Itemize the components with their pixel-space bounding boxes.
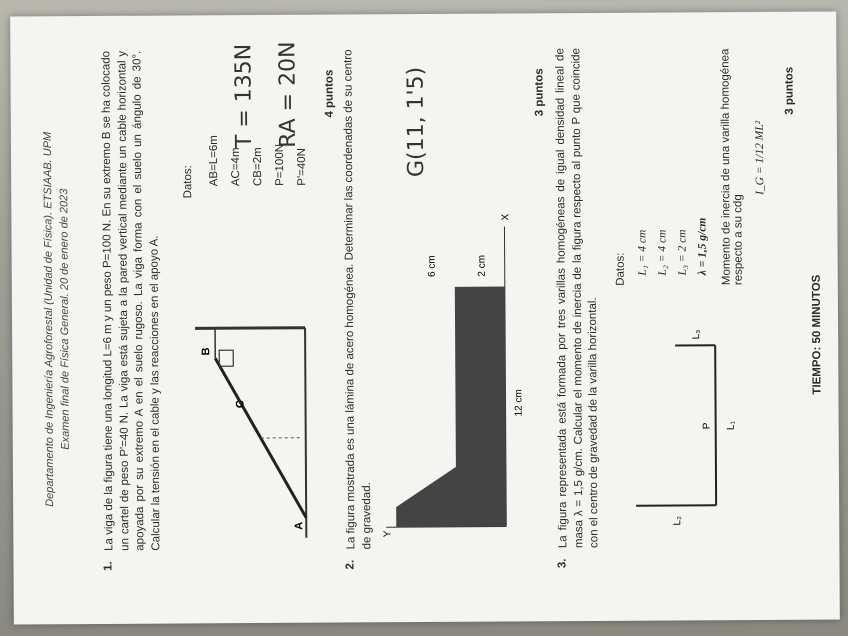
q2-handwritten-G: G(11, 1'5): [403, 66, 430, 178]
q1-dato-4: P=100N: [273, 143, 287, 186]
q2-text: La figura mostrada es una lámina de acero homogénea. Determinar las coordenadas de su centro de gravedad.: [342, 49, 373, 550]
footer-time: TIEMPO: 50 MINUTOS: [810, 274, 824, 395]
q1-text: La viga de la figura tiene una longitud L=6 m y un peso P=100 N. En su extremo B se ha colocado un cartel de peso P'=40 N. La viga está sujeta a la pared vertical mediante un cable horizontal y apoyada por su extremo A en el suelo rugoso. La viga forma con el suelo un ángulo de 30°. Calcular la tensión en el cable y las reacciones en el apoyo A.: [100, 50, 162, 551]
q1-handwritten-T: T = 135N: [231, 43, 257, 149]
q1-dato-2: AC=4m: [229, 147, 243, 187]
q3-datos-label: Datos:: [614, 252, 627, 286]
label-C: C: [234, 400, 247, 409]
label-A: A: [293, 521, 306, 530]
label-B: B: [200, 347, 213, 356]
q3-moment-text: Momento de inercia de una varilla homogénea respecto a su cdg: [719, 48, 745, 286]
q3-text: La figura representada está formada por tres varillas homogéneas de igual densidad lineal de masa λ = 1,5 g/cm. Calcular el momento de inercia de la figura respecto al punto P que coincide con el centro de gravedad de la varilla horizontal.: [554, 48, 601, 549]
q3-dato-1: L₁ = 4 cm: [636, 229, 649, 276]
header-department: Departamento de Ingeniería Agroforestal (Unidad de Física). ETSIAAB. UPM: [41, 131, 57, 507]
steel-plate: [395, 287, 506, 528]
q1-dato-3: CB=2m: [251, 147, 265, 187]
label-L2: L₂: [672, 515, 684, 526]
ground-line: [305, 328, 306, 538]
dim-6cm: 6 cm: [426, 255, 438, 277]
label-L1: L₁: [725, 421, 737, 431]
rod-L1: [715, 345, 716, 505]
q1-points: 4 puntos: [323, 69, 336, 118]
q1-handwritten-RA: RA = 20N: [275, 41, 301, 148]
wall-line: [195, 328, 305, 329]
dim-2cm: 2 cm: [476, 254, 488, 277]
q3-dato-4: λ = 1,5 g/cm: [696, 217, 709, 276]
q2-points: 3 puntos: [533, 68, 546, 117]
sign-box: [219, 350, 233, 366]
q3-number: 3.: [556, 558, 569, 569]
q1-dato-1: AB=L=6m: [207, 135, 221, 187]
label-L3: L₃: [691, 329, 703, 340]
q2-number: 2.: [344, 559, 357, 570]
dim-12cm: 12 cm: [513, 389, 525, 417]
q3-dato-2: L₂ = 4 cm: [656, 229, 669, 276]
label-P: P: [701, 422, 713, 430]
q3-points: 3 puntos: [783, 66, 796, 115]
q3-rods-figure: [615, 315, 746, 536]
exam-page-rotated: [13, 15, 837, 620]
q3-formula: I_G = 1/12 ML²: [753, 120, 767, 195]
header-exam-title: Examen final de Física General. 20 de enero de 2023: [58, 188, 72, 450]
exam-paper: [10, 11, 840, 624]
axis-x-label: X: [500, 213, 512, 221]
q3-dato-3: L₃ = 2 cm: [676, 229, 689, 276]
axis-y-label: Y: [382, 530, 394, 538]
q1-dato-5: P'=40N: [295, 148, 309, 186]
q1-beam-figure: [174, 228, 316, 559]
q1-number: 1.: [102, 561, 115, 571]
q1-datos-label: Datos:: [182, 165, 195, 199]
q2-plate-figure: [374, 186, 526, 547]
